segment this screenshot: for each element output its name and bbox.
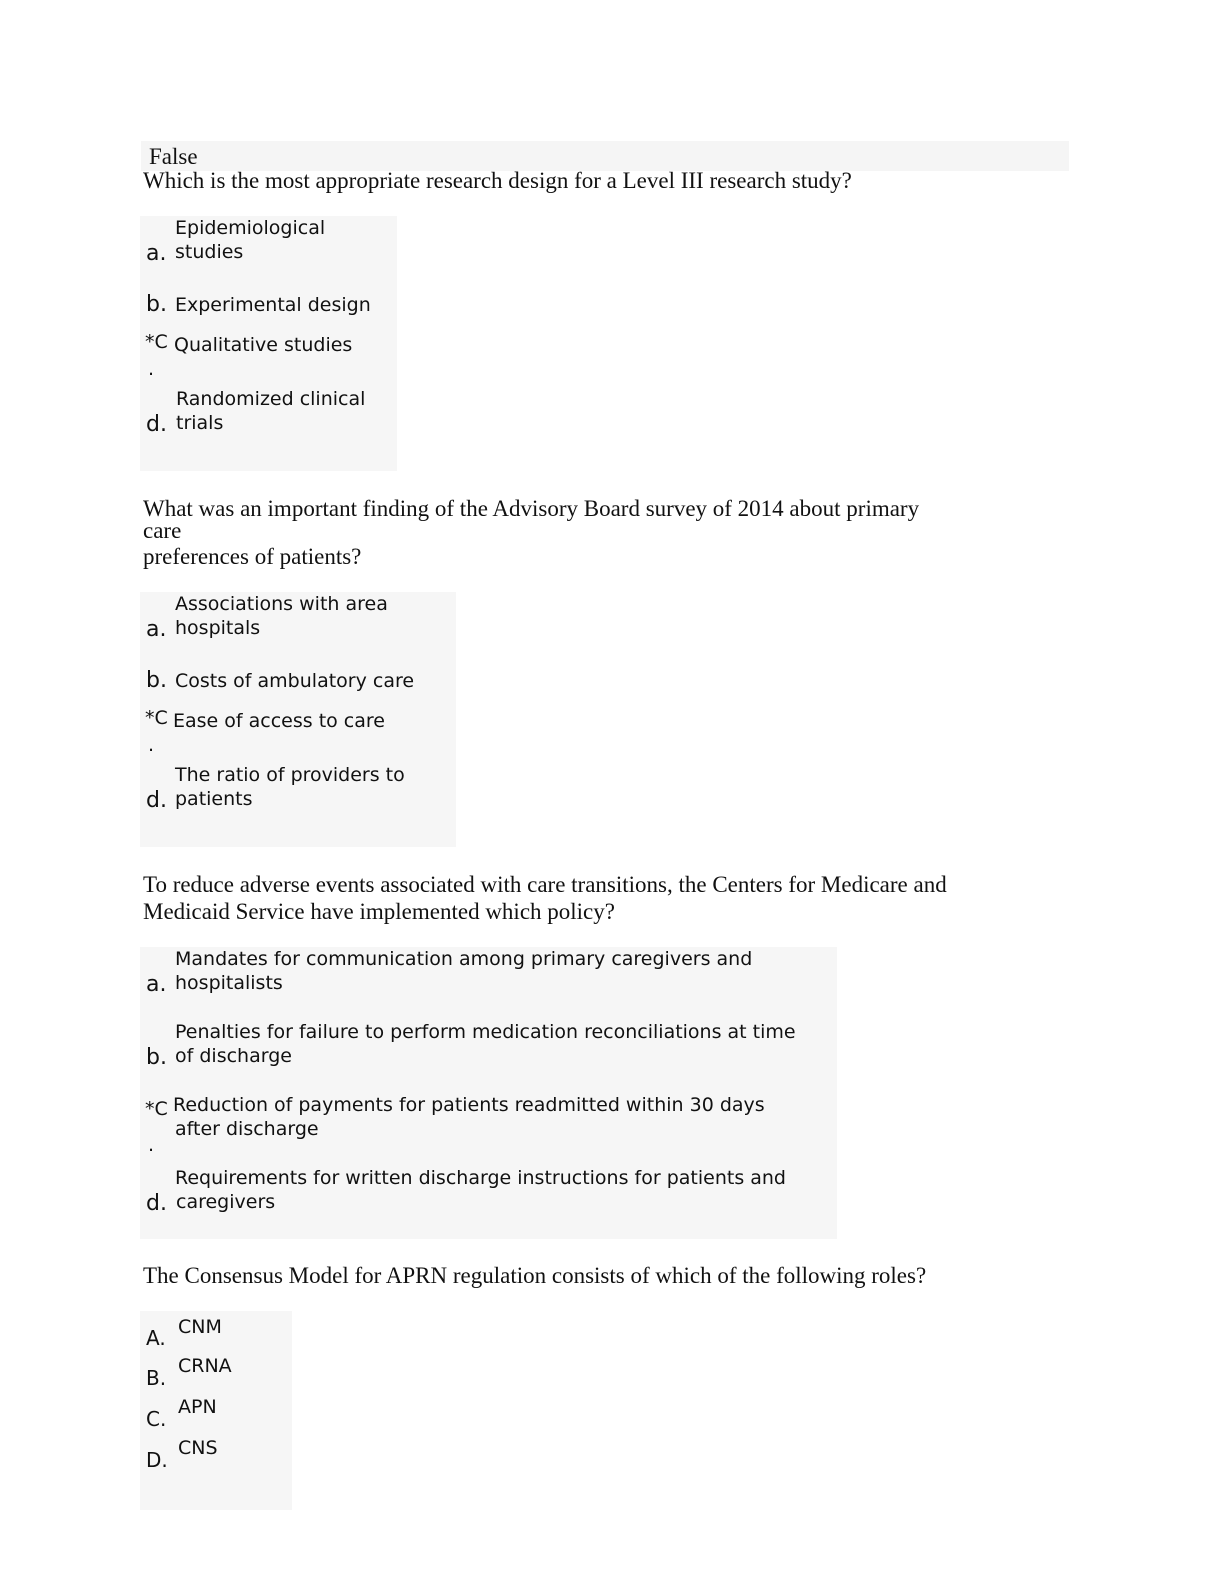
previous-answer-band [141,141,1069,171]
q3-option-a-line2: hospitalists [175,972,283,994]
q3-option-a-line1: Mandates for communication among primary caregivers and [175,948,753,970]
question-1-options-box [140,216,397,471]
q4-option-b-letter: B. [146,1366,167,1390]
q4-option-c-letter: C. [146,1407,167,1431]
q4-option-d-letter: D. [146,1448,168,1472]
question-4-stem: The Consensus Model for APRN regulation consists of which of the following roles? [143,1263,927,1288]
q3-option-c-line2: after discharge [175,1118,319,1140]
q3-option-c-line1: Reduction of payments for patients readmitted within 30 days [173,1094,765,1116]
q1-option-a-line1: Epidemiological [175,217,326,239]
question-2-stem-line1: What was an important finding of the Advisory Board survey of 2014 about primary [143,496,920,521]
q1-option-c-text: Qualitative studies [174,334,353,356]
q3-option-d-line1: Requirements for written discharge instructions for patients and [175,1167,786,1189]
q3-option-a-letter: a. [146,972,167,997]
question-4-options-box [140,1311,292,1510]
q3-option-c-dot: . [148,1134,155,1156]
q1-option-b-letter: b. [146,292,167,317]
q2-correct-marker: *C [145,707,168,729]
q4-option-b-text: CRNA [178,1355,232,1377]
q1-option-c-dot: . [148,358,155,380]
q1-correct-marker: *C [145,331,168,353]
q2-option-b-letter: b. [146,668,167,693]
q3-option-b-line2: of discharge [175,1045,292,1067]
q2-option-d-line2: patients [175,788,253,810]
question-3-stem-line1: To reduce adverse events associated with care transitions, the Centers for Medicare and [143,872,947,897]
q3-correct-marker: *C [145,1098,168,1120]
q2-option-c-dot: . [148,734,155,756]
q2-option-d-line1: The ratio of providers to [175,764,405,786]
q2-option-b-text: Costs of ambulatory care [175,670,415,692]
question-3-stem-line2: Medicaid Service have implemented which policy? [143,899,615,924]
q2-option-a-letter: a. [146,617,167,642]
q4-option-c-text: APN [178,1396,217,1418]
question-1-stem: Which is the most appropriate research design for a Level III research study? [143,168,852,193]
q1-option-a-line2: studies [175,241,244,263]
q1-option-b-text: Experimental design [175,294,371,316]
q2-option-c-text: Ease of access to care [173,710,385,732]
q3-option-d-line2: caregivers [176,1191,276,1213]
q2-option-a-line1: Associations with area [175,593,388,615]
q3-option-b-letter: b. [146,1045,167,1070]
q2-option-d-letter: d. [146,788,167,813]
q1-option-d-line2: trials [176,412,224,434]
q1-option-d-line1: Randomized clinical [176,388,366,410]
q4-option-d-text: CNS [178,1437,218,1459]
q2-option-a-line2: hospitals [175,617,261,639]
q3-option-d-letter: d. [146,1191,167,1216]
q1-option-a-letter: a. [146,241,167,266]
question-2-stem-line3: preferences of patients? [143,544,362,569]
question-3-options-box [140,947,837,1239]
question-2-options-box [140,592,456,847]
q3-option-b-line1: Penalties for failure to perform medication reconciliations at time [175,1021,796,1043]
previous-answer-text: False [149,144,198,169]
q4-option-a-text: CNM [178,1316,222,1338]
q4-option-a-letter: A. [146,1326,166,1350]
question-2-stem-line2: care [143,518,182,543]
q1-option-d-letter: d. [146,412,167,437]
